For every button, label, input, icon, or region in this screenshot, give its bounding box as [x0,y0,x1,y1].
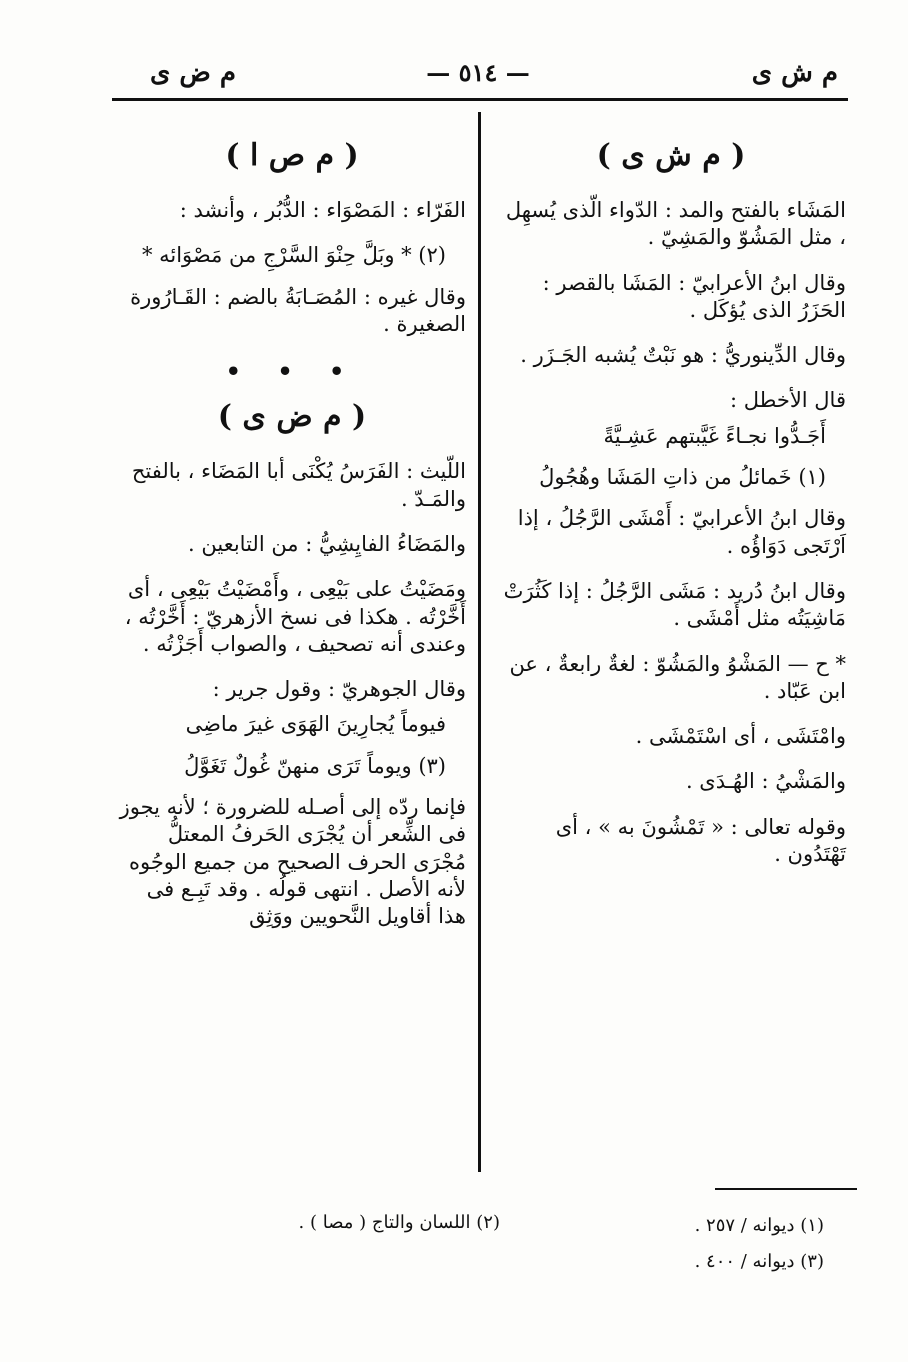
header-rule [112,98,848,101]
entry-title-mshy: ( م ش ى ) [596,138,746,173]
section-separator: • • • [225,357,359,387]
paragraph: ومَضَيْتُ على بَيْعِى ، وأَمْضَيْتُ بَيْعِى ، أى أَخَّرْتُه . هكذا فى نسخ الأزهريّ : أَخَّرْتُه ، وعندى أنه تصحيف ، والصواب أَجَزْتُه . [124,577,466,656]
paragraph: المَشَاء بالفتح والمد : الدّواء الّذى يُسهِل ، مثل المَشُوّ والمَشِيّ . [505,198,846,250]
right-column [496,130,846,886]
paragraph: وقال غيره : المُصَـابَةُ بالضم : القَـارُورة الصغيرة . [130,284,466,336]
paragraph: وقال ابنُ الأعرابيّ : المَشَا بالقصر : الحَزَرُ الذى يُؤكَل . [542,270,846,322]
paragraph: وقال الجوهريّ : وقول جرير : [212,677,466,702]
footnote: (٣) ديوانه / ٤٠٠ . [694,1251,824,1272]
paragraph: والمَضَاءُ الفايِشِيُّ : من التابعين . [188,531,466,556]
header-root-right: م ش ى [751,58,838,88]
footnote-rule [715,1188,857,1190]
paragraph: وقال ابنُ دُريد : مَشَى الرَّجُلُ : إذا كَثُرَتْ مَاشِيَتُه مثل أَمْشَى . [503,578,846,631]
paragraph: قال الأخطل : [729,388,846,413]
header-root-left: م ض ى [150,58,236,88]
footnotes-left [160,1212,500,1233]
column-divider [478,112,481,1172]
verse-line: (٣) ويوماً تَرَى منهنّ غُولٌ تَغَوَّلُ [184,753,446,778]
footnote: (١) ديوانه / ٢٥٧ . [694,1215,824,1236]
paragraph: وقال الدِّينوريُّ : هو نَبْتٌ يُشبه الجَـزَر . [520,343,846,368]
paragraph: * ح — المَشْوُ والمَشُوّ : لغةٌ رابعةٌ ، عن ابن عَبّاد . [509,651,846,703]
verse-line: فيوماً يُجارِينَ الهَوَى غيرَ ماضِى [185,712,446,737]
paragraph: الفَرّاء : المَصْوَاء : الدُّبُر ، وأنشد : [179,198,466,222]
paragraph: وامْتَشَى ، أى اسْتَمْشَى . [635,724,846,749]
verse-line: (١) خَمائلُ من ذاتِ المَشَا وهُجُولُ [539,465,826,490]
entry-title-mdy: ( م ض ى ) [217,399,367,435]
paragraph: اللّيث : الفَرَسُ يُكْنَى أبا المَضَاء ، بالفتح والمَـدّ . [131,459,466,511]
paragraph: فإنما ردّه إلى أصـله للضرورة ؛ لأنه يجوز فى الشِّعر أن يُجْرَى الحَرفُ المعتلُّ مُجْرَى الحرف الصحيح من جميع الوجُوه لأنه الأصل . انتهى قولُه . وقد تَبِـع فى هذا أقاويل النَّحويين ووَثِق [119,795,466,929]
paragraph: وقوله تعالى : « تَمْشُونَ به » ، أى تَهْتَدُون . [555,814,846,867]
page-header [110,52,846,96]
verse-line: أَجَـدُّوا نجـاءً غَيَّبتهم عَشِـيَّةً [603,423,826,448]
paragraph: وقال ابنُ الأعرابيّ : أَمْشَى الرَّجُلُ ، إذا اَرْتَجى دَوَاؤُه . [517,506,846,558]
paragraph: والمَشْيُ : الهُـدَى . [685,769,846,794]
verse-line: (٢) * وبَلَّ حِنْوَ السَّرْجِ من مَصْوَائه * [141,243,446,268]
footnotes-right [560,1208,824,1280]
page-number: — ٥١٤ — [426,58,530,87]
entry-title-msa: ( م ص ا ) [225,138,359,173]
footnote: (٢) اللسان والتاج ( مصا ) . [298,1212,500,1233]
left-column [118,130,466,949]
